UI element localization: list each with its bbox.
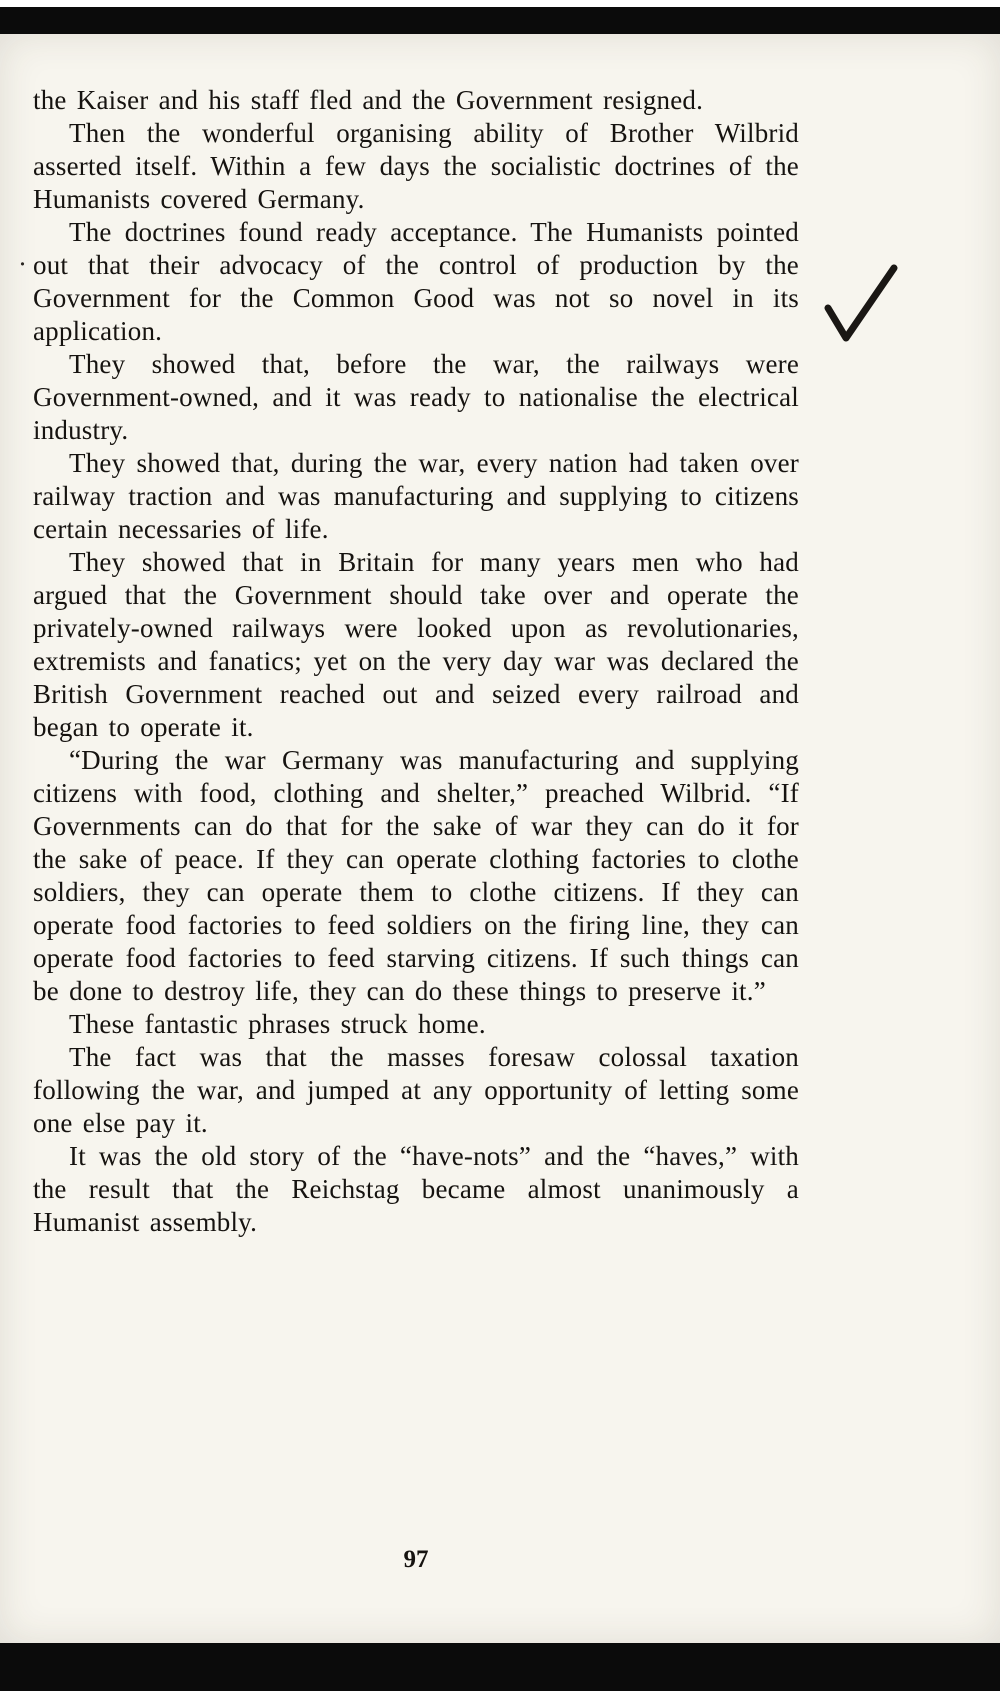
paragraph: The fact was that the masses foresaw colossal taxation following the war, and jumped at any opportunity of letting some one else pay it. bbox=[33, 1042, 799, 1138]
scan-edge-top bbox=[0, 7, 1000, 34]
book-page bbox=[0, 34, 1000, 1643]
paragraph: It was the old story of the “have-nots” and the “haves,” with the result that the Reichstag became almost unanimously a Humanist assembly. bbox=[33, 1141, 799, 1237]
paragraph: They showed that, before the war, the railways were Government-owned, and it was ready to nationalise the electrical industry. bbox=[33, 349, 799, 445]
page-text-block bbox=[33, 84, 799, 1239]
page-number: 97 bbox=[403, 1546, 429, 1573]
paragraph: The doctrines found ready acceptance. The Humanists pointed out that their advocacy of the control of production by the Government for the Common Good was not so novel in its application. bbox=[33, 217, 799, 346]
paragraph: They showed that, during the war, every nation had taken over railway traction and was manufacturing and supplying to citizens certain necessaries of life. bbox=[33, 448, 799, 544]
scan-edge-bottom bbox=[0, 1643, 1000, 1691]
paragraph: They showed that in Britain for many years men who had argued that the Government should take over and operate the privately-owned railways were looked upon as revolutionaries, extremists and fanatics; yet on the very day war was declared the British Government reached out and seized every railroad and began to operate it. bbox=[33, 547, 799, 742]
paragraph: These fantastic phrases struck home. bbox=[69, 1009, 486, 1039]
margin-dot-mark: · bbox=[18, 249, 27, 279]
checkmark-icon bbox=[822, 262, 900, 354]
paragraph: “During the war Germany was manufacturing and supplying citizens with food, clothing and shelter,” preached Wilbrid. “If Governments can do that for the sake of war they can do it for the sake of peace. If they can operate clothing factories to clothe soldiers, they can operate them to clothe citizens. If they can operate food factories to feed soldiers on the firing line, they can operate food factories to feed starving citizens. If such things can be done to destroy life, they can do these things to preserve it.” bbox=[33, 745, 799, 1006]
paragraph: Then the wonderful organising ability of Brother Wilbrid asserted itself. Within a few days the socialistic doctrines of the Humanists covered Germany. bbox=[33, 118, 799, 214]
paragraph: the Kaiser and his staff fled and the Government resigned. bbox=[33, 85, 704, 115]
